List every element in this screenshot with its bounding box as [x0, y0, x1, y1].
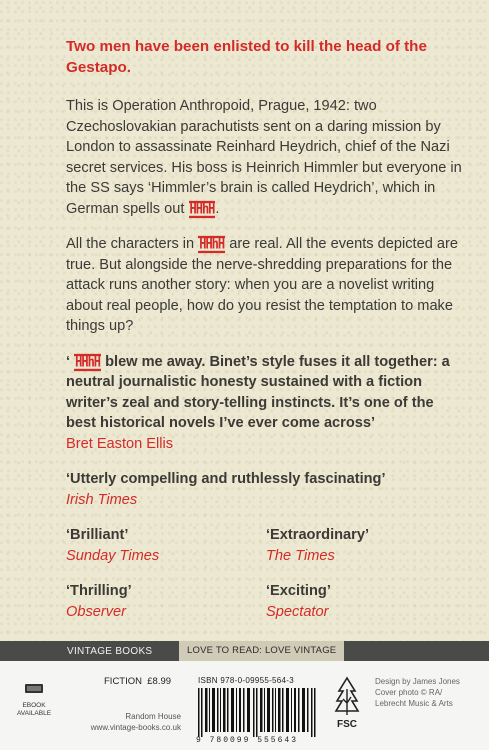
- short-quotes: [66, 525, 466, 637]
- title-mark: HHhH: [75, 353, 101, 370]
- short-quote: [266, 581, 466, 622]
- ebook-label: EBOOK AVAILABLE: [16, 702, 52, 717]
- review-quote-1: [66, 352, 466, 455]
- barcode-icon: [198, 688, 316, 737]
- barcode-number: 9 780099 555643: [196, 736, 299, 745]
- quote-source: Irish Times: [66, 491, 138, 508]
- quote-text: ‘Utterly compelling and ruthlessly fascinating’: [66, 471, 386, 487]
- imprint-slogan: LOVE TO READ: LOVE VINTAGE: [179, 641, 344, 661]
- credit-line: Cover photo © RA/: [375, 688, 443, 697]
- publisher-name: Random House: [125, 712, 181, 721]
- quote-text: ‘Exciting’: [266, 583, 331, 599]
- headline: Two men have been enlisted to kill the head of the Gestapo.: [66, 38, 427, 76]
- title-mark: HHhH: [199, 235, 225, 252]
- quote-text: blew me away. Binet’s style fuses it all together: a neutral journalistic honesty sustained with a fiction writer’s zeal and story-telling instincts. It’s one of the best historical novels I’ve ever come across’: [66, 353, 450, 431]
- synopsis-text-1: This is Operation Anthropoid, Prague, 1942: two Czechoslovakian parachutists sent on a daring mission by London to assassinate Reinhard Heydrich, chief of the Nazi secret services. His boss is Heinrich Himmler but everyone in the SS says ‘Himmler’s brain is called Heydrich’, which in German spells out: [66, 98, 462, 217]
- ebook-icon: [24, 683, 44, 695]
- publisher-info: [80, 711, 181, 733]
- synopsis-text-2b: are real. All the events depicted are true. But alongside the nerve-shredding preparations for the attack runs another story: when you are a novelist writing about real people, how do you resist the temptation to make things up?: [66, 236, 458, 334]
- credit-line: Design by James Jones: [375, 677, 460, 686]
- synopsis-text-2a: All the characters in: [66, 236, 195, 252]
- imprint-name: VINTAGE BOOKS: [67, 645, 153, 657]
- footer: [0, 661, 489, 750]
- publisher-url: www.vintage-books.co.uk: [90, 723, 181, 732]
- quote-open: ‘: [66, 353, 71, 370]
- synopsis-text-1-end: .: [215, 200, 220, 217]
- review-quote-2: [66, 469, 466, 510]
- short-quote: [266, 525, 466, 566]
- quote-source: Sunday Times: [66, 547, 160, 564]
- design-credits: [375, 676, 485, 709]
- blurb-area: [66, 36, 466, 637]
- quote-source: The Times: [266, 547, 335, 564]
- quote-source: Spectator: [266, 603, 329, 620]
- isbn-text: ISBN 978-0-09955-564-3: [198, 676, 294, 685]
- fsc-logo-icon: [333, 675, 361, 731]
- quote-text: ‘Brilliant’: [66, 527, 129, 543]
- short-quote: [66, 525, 266, 566]
- quote-source: Bret Easton Ellis: [66, 435, 174, 452]
- synopsis-paragraph-2: [66, 234, 466, 337]
- fsc-label: FSC: [337, 719, 357, 730]
- quote-source: Observer: [66, 603, 127, 620]
- quote-text: ‘Thrilling’: [66, 583, 132, 599]
- synopsis-paragraph-1: [66, 96, 466, 219]
- title-mark: HHhH: [189, 200, 215, 217]
- quote-text: ‘Extraordinary’: [266, 527, 370, 543]
- short-quote: [66, 581, 266, 622]
- ebook-badge: [14, 683, 54, 718]
- imprint-band: [0, 641, 489, 661]
- category-price: FICTION £8.99: [104, 676, 172, 687]
- credit-line: Lebrecht Music & Arts: [375, 699, 453, 708]
